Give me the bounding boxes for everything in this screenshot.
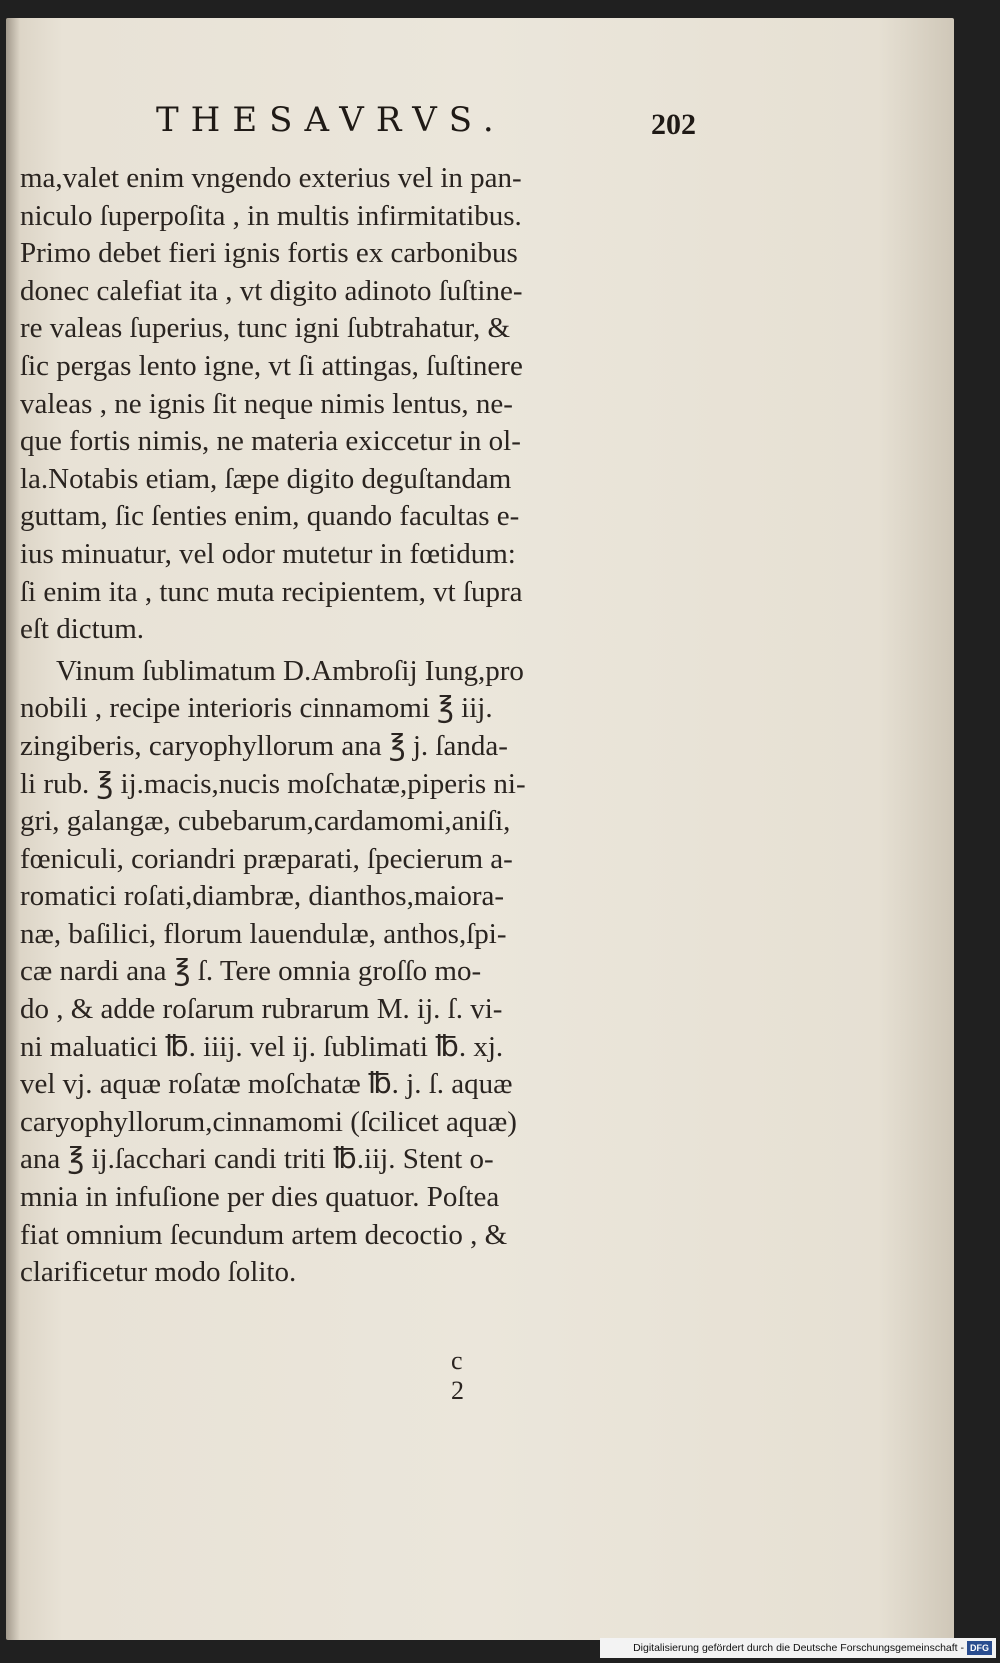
text-line: ni maluatici ℔. iiij. vel ij. ſublimati ℔. xj. xyxy=(20,1030,504,1063)
digitization-credit xyxy=(600,1638,996,1658)
text-line: ſic pergas lento igne, vt ſi attingas, ſuſtinere xyxy=(20,349,523,382)
text-line: mnia in infuſione per dies quatuor. Poſtea xyxy=(20,1181,500,1214)
text-line: re valeas ſuperius, tunc igni ſubtrahatur, & xyxy=(20,312,511,345)
text-line: fœniculi, coriandri præparati, ſpecierum a- xyxy=(20,842,513,875)
body-text xyxy=(20,160,680,1292)
text-line: cæ nardi ana ℥ ſ. Tere omnia groſſo mo- xyxy=(20,955,482,988)
credit-text: Digitalisierung gefördert durch die Deutsche Forschungsgemeinschaft - xyxy=(633,1642,964,1654)
text-line: nobili , recipe interioris cinnamomi ℥ iij. xyxy=(20,692,493,725)
text-line: ius minuatur, vel odor mutetur in fœtidum: xyxy=(20,537,516,570)
text-line: niculo ſuperpoſita , in multis infirmitatibus. xyxy=(20,199,522,232)
text-line: fiat omnium ſecundum artem decoctio , & xyxy=(20,1218,508,1251)
book-page xyxy=(6,18,954,1640)
text-line: næ, baſilici, florum lauendulæ, anthos,ſpi- xyxy=(20,917,507,950)
text-line: romatici roſati,diambræ, dianthos,maiora- xyxy=(20,880,505,913)
text-line: guttam, ſic ſenties enim, quando facultas e- xyxy=(20,500,520,533)
text-line: que fortis nimis, ne materia exiccetur in ol- xyxy=(20,425,521,458)
text-line: vel vj. aquæ roſatæ moſchatæ ℔. j. ſ. aquæ xyxy=(20,1068,513,1101)
text-line: zingiberis, caryophyllorum ana ℥ j. ſanda- xyxy=(20,729,508,762)
text-line: clarificetur modo ſolito. xyxy=(20,1256,297,1289)
running-head: THESAVRVS. xyxy=(156,100,506,140)
text-line: donec calefiat ita , vt digito adinoto ſuſtine- xyxy=(20,274,523,307)
signature-mark: c 2 xyxy=(451,1346,482,1405)
text-line: li rub. ℥ ij.macis,nucis moſchatæ,piperis ni- xyxy=(20,767,526,800)
page-number: 202 xyxy=(651,108,696,141)
text-line: Primo debet fieri ignis fortis ex carbonibus xyxy=(20,237,518,270)
text-line: eſt dictum. xyxy=(20,613,145,646)
text-line: la.Notabis etiam, ſæpe digito deguſtandam xyxy=(20,462,512,495)
text-line: ana ℥ ij.ſacchari candi triti ℔.iij. Stent o- xyxy=(20,1143,494,1176)
text-line: do , & adde roſarum rubrarum M. ij. ſ. vi- xyxy=(20,993,503,1026)
text-line: gri, galangæ, cubebarum,cardamomi,aniſi, xyxy=(20,805,511,838)
text-line: ma,valet enim vngendo exterius vel in pan- xyxy=(20,162,522,194)
text-line: caryophyllorum,cinnamomi (ſcilicet aquæ) xyxy=(20,1105,517,1138)
dfg-logo: DFG xyxy=(967,1641,992,1655)
text-line: Vinum ſublimatum D.Ambroſij Iung,pro xyxy=(56,654,524,687)
text-line: valeas , ne ignis ſit neque nimis lentus, ne- xyxy=(20,387,513,420)
text-line: ſi enim ita , tunc muta recipientem, vt ſupra xyxy=(20,575,523,608)
